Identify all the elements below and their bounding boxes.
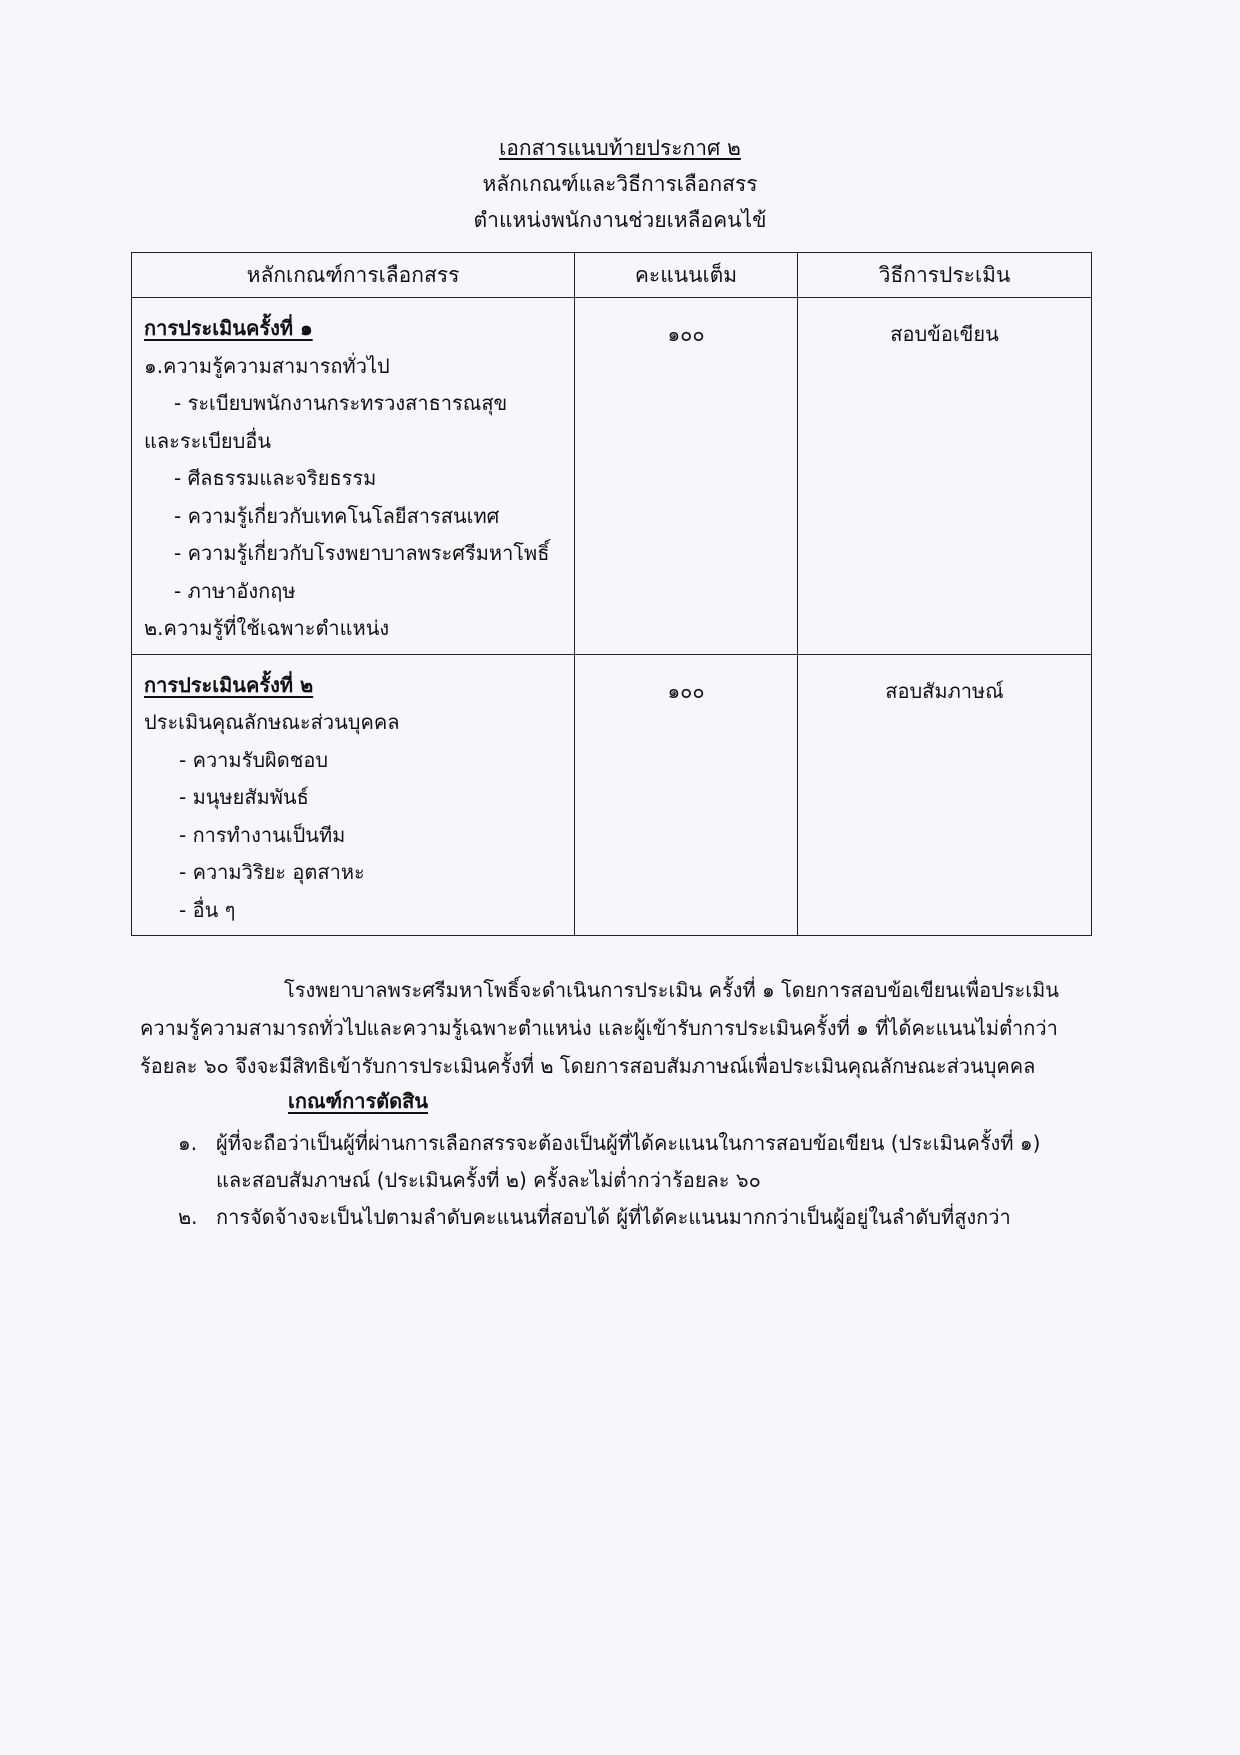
paragraph-line: ความรู้ความสามารถทั่วไปและความรู้เฉพาะตำแหน่ง และผู้เข้ารับการประเมินครั้งที่ ๑ ที่ได้คะแนนไม่ต่ำกว่า <box>140 1016 1058 1040</box>
method-cell: สอบข้อเขียน <box>798 298 1092 655</box>
column-header-criteria: หลักเกณฑ์การเลือกสรร <box>132 253 575 298</box>
round-heading: การประเมินครั้งที่ ๒ <box>144 672 314 697</box>
paragraph-line: ร้อยละ ๖๐ จึงจะมีสิทธิเข้ารับการประเมินครั้งที่ ๒ โดยการสอบสัมภาษณ์เพื่อประเมินคุณลักษณะส่วนบุคคล <box>140 1054 1036 1078</box>
criteria-cell <box>132 654 575 936</box>
column-header-method: วิธีการประเมิน <box>798 253 1092 298</box>
column-header-full-score: คะแนนเต็ม <box>575 253 798 298</box>
criteria-line: และระเบียบอื่น <box>144 428 272 453</box>
document-subtitle: หลักเกณฑ์และวิธีการเลือกสรร <box>482 172 758 196</box>
table-row <box>132 298 1092 655</box>
criteria-line: - ความวิริยะ อุตสาหะ <box>179 860 365 884</box>
decision-heading: เกณฑ์การตัดสิน <box>288 1089 429 1113</box>
full-score-cell: ๑๐๐ <box>575 298 798 655</box>
item-number: ๑. <box>178 1131 198 1155</box>
item-text: ผู้ที่จะถือว่าเป็นผู้ที่ผ่านการเลือกสรรจะต้องเป็นผู้ที่ได้คะแนนในการสอบข้อเขียน (ประเมินครั้งที่ ๑) <box>216 1131 1041 1155</box>
paragraph-line: โรงพยาบาลพระศรีมหาโพธิ์จะดำเนินการประเมิน ครั้งที่ ๑ โดยการสอบข้อเขียนเพื่อประเมิน <box>284 978 1059 1002</box>
table-row <box>132 654 1092 936</box>
criteria-line: ประเมินคุณลักษณะส่วนบุคคล <box>144 710 400 734</box>
decision-item <box>178 1199 1138 1236</box>
criteria-table <box>131 252 1092 936</box>
criteria-line: - ความรับผิดชอบ <box>179 747 329 772</box>
criteria-line: - มนุษยสัมพันธ์ <box>179 785 309 809</box>
criteria-line: ๑.ความรู้ความสามารถทั่วไป <box>144 353 390 378</box>
round-heading: การประเมินครั้งที่ ๑ <box>144 316 313 340</box>
position-title: ตำแหน่งพนักงานช่วยเหลือคนไข้ <box>473 208 767 232</box>
criteria-line: - ความรู้เกี่ยวกับเทคโนโลยีสารสนเทศ <box>174 503 500 528</box>
criteria-line: - ความรู้เกี่ยวกับโรงพยาบาลพระศรีมหาโพธิ์ <box>174 541 550 565</box>
criteria-line: ๒.ความรู้ที่ใช้เฉพาะตำแหน่ง <box>144 616 390 640</box>
decision-item <box>178 1125 1138 1199</box>
criteria-line: - ภาษาอังกฤษ <box>174 578 296 603</box>
item-text-continued: และสอบสัมภาษณ์ (ประเมินครั้งที่ ๒) ครั้งละไม่ต่ำกว่าร้อยละ ๖๐ <box>216 1168 761 1192</box>
criteria-line: - การทำงานเป็นทีม <box>179 822 346 847</box>
document-title: เอกสารแนบท้ายประกาศ ๒ <box>499 136 741 160</box>
item-text: การจัดจ้างจะเป็นไปตามลำดับคะแนนที่สอบได้ ผู้ที่ได้คะแนนมากกว่าเป็นผู้อยู่ในลำดับที่สูงกว่า <box>216 1205 1011 1229</box>
table-header-row <box>132 253 1092 298</box>
item-number: ๒. <box>178 1205 198 1229</box>
criteria-line: - ศีลธรรมและจริยธรรม <box>174 466 377 490</box>
full-score-cell: ๑๐๐ <box>575 654 798 936</box>
criteria-cell <box>132 298 575 655</box>
criteria-line: - ระเบียบพนักงานกระทรวงสาธารณสุข <box>174 391 508 415</box>
criteria-line: - อื่น ๆ <box>179 897 236 922</box>
method-cell: สอบสัมภาษณ์ <box>798 654 1092 936</box>
assessment-paragraph <box>140 971 1135 1085</box>
